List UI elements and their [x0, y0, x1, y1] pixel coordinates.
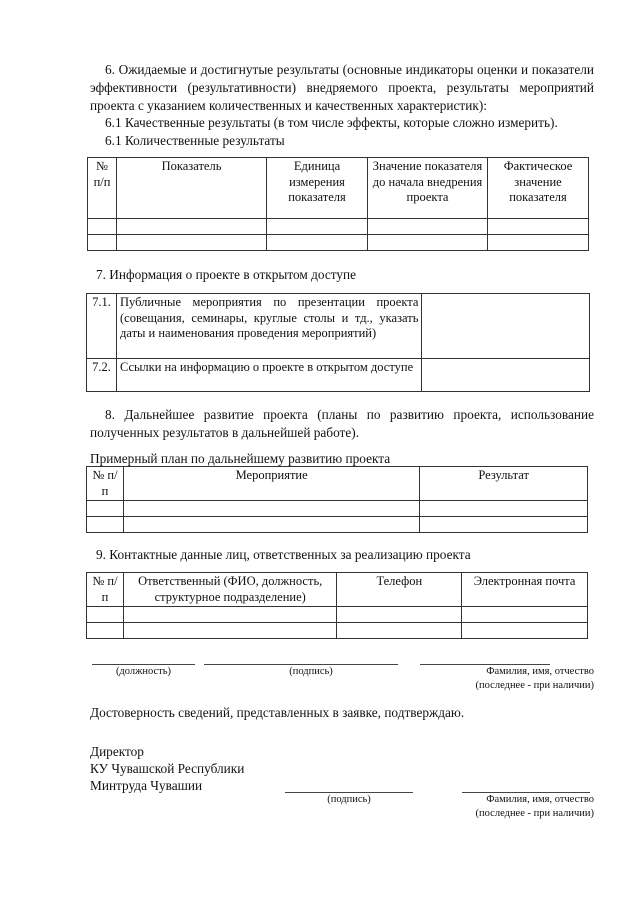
row-label: Ссылки на информацию о проекте в открытом доступе [116, 359, 421, 392]
table-cell[interactable] [462, 623, 588, 639]
table-cell[interactable] [462, 607, 588, 623]
table-cell[interactable] [267, 235, 368, 251]
table-cell[interactable] [87, 501, 124, 517]
table-row [88, 235, 589, 251]
row-num: 7.1. [87, 294, 117, 359]
table-cell[interactable] [87, 623, 124, 639]
signature-label: (подпись) [289, 666, 333, 677]
table-header-row [88, 158, 589, 219]
table-cell[interactable] [123, 517, 419, 533]
table-row [87, 294, 590, 359]
plan-title: Примерный план по дальнейшему развитию проекта [90, 451, 391, 466]
header-num: № п/п [87, 467, 124, 501]
header-phone: Телефон [337, 573, 462, 607]
table-row [87, 501, 588, 517]
qualitative-results-heading: 6.1 Качественные результаты (в том числе эффекты, которые сложно измерить). [105, 115, 558, 130]
table-row [87, 607, 588, 623]
table-cell[interactable] [123, 607, 337, 623]
director-name-note: (последнее - при наличии) [475, 808, 594, 819]
section9-title: 9. Контактные данные лиц, ответственных за реализацию проекта [96, 547, 471, 562]
table-header-row [87, 467, 588, 501]
section8-paragraph: 8. Дальнейшее развитие проекта (планы по развитию проекта, использование полученных результатов в дальнейшей работе). [90, 407, 594, 440]
table-cell[interactable] [267, 219, 368, 235]
confirmation-text: Достоверность сведений, представленных в заявке, подтверждаю. [90, 705, 465, 720]
table-row [87, 623, 588, 639]
director-signature-label: (подпись) [327, 794, 371, 805]
table-cell[interactable] [87, 517, 124, 533]
director-title: Директор [90, 744, 144, 759]
table-cell[interactable] [337, 607, 462, 623]
header-activity: Мероприятие [123, 467, 419, 501]
plan-table [86, 466, 588, 533]
open-access-table [86, 293, 590, 392]
table-cell[interactable] [88, 219, 117, 235]
header-num: № п/п [87, 573, 124, 607]
header-responsible: Ответственный (ФИО, должность, структурное подразделение) [123, 573, 337, 607]
header-email: Электронная почта [462, 573, 588, 607]
table-cell[interactable] [337, 623, 462, 639]
director-name-label: Фамилия, имя, отчество [486, 794, 594, 805]
indicators-table [87, 157, 589, 251]
header-unit: Единица измерения показателя [267, 158, 368, 219]
header-num: № п/п [88, 158, 117, 219]
table-cell[interactable] [422, 359, 590, 392]
table-cell[interactable] [368, 235, 488, 251]
table-row [87, 517, 588, 533]
table-cell[interactable] [422, 294, 590, 359]
table-cell[interactable] [488, 219, 589, 235]
table-cell[interactable] [87, 607, 124, 623]
table-cell[interactable] [88, 235, 117, 251]
full-name-note: (последнее - при наличии) [475, 680, 594, 691]
table-header-row [87, 573, 588, 607]
table-row [88, 219, 589, 235]
header-indicator: Показатель [117, 158, 267, 219]
position-label: (должность) [115, 666, 172, 677]
header-actual: Фактическое значение показателя [488, 158, 589, 219]
table-cell[interactable] [368, 219, 488, 235]
table-cell[interactable] [117, 235, 267, 251]
header-result: Результат [420, 467, 588, 501]
row-label: Публичные мероприятия по презентации проекта (совещания, семинары, круглые столы и тд., указать даты и наименования проведения мероприятий) [116, 294, 421, 359]
director-org: КУ Чувашской Республики [90, 761, 245, 776]
section6-paragraph: 6. Ожидаемые и достигнутые результаты (основные индикаторы оценки и показатели эффективности (результативности) внедряемого проекта, результаты мероприятий проекта с указанием количественных и качественных характеристик): [90, 62, 594, 113]
header-baseline: Значение показателя до начала внедрения проекта [368, 158, 488, 219]
table-cell[interactable] [488, 235, 589, 251]
section7-title: 7. Информация о проекте в открытом доступе [96, 267, 357, 282]
table-row [87, 359, 590, 392]
full-name-label: Фамилия, имя, отчество [486, 666, 594, 677]
table-cell[interactable] [123, 501, 419, 517]
contacts-table [86, 572, 588, 639]
table-cell[interactable] [420, 517, 588, 533]
table-cell[interactable] [123, 623, 337, 639]
row-num: 7.2. [87, 359, 117, 392]
director-ministry: Минтруда Чувашии [90, 778, 203, 793]
quantitative-results-heading: 6.1 Количественные результаты [105, 133, 285, 148]
table-cell[interactable] [117, 219, 267, 235]
table-cell[interactable] [420, 501, 588, 517]
